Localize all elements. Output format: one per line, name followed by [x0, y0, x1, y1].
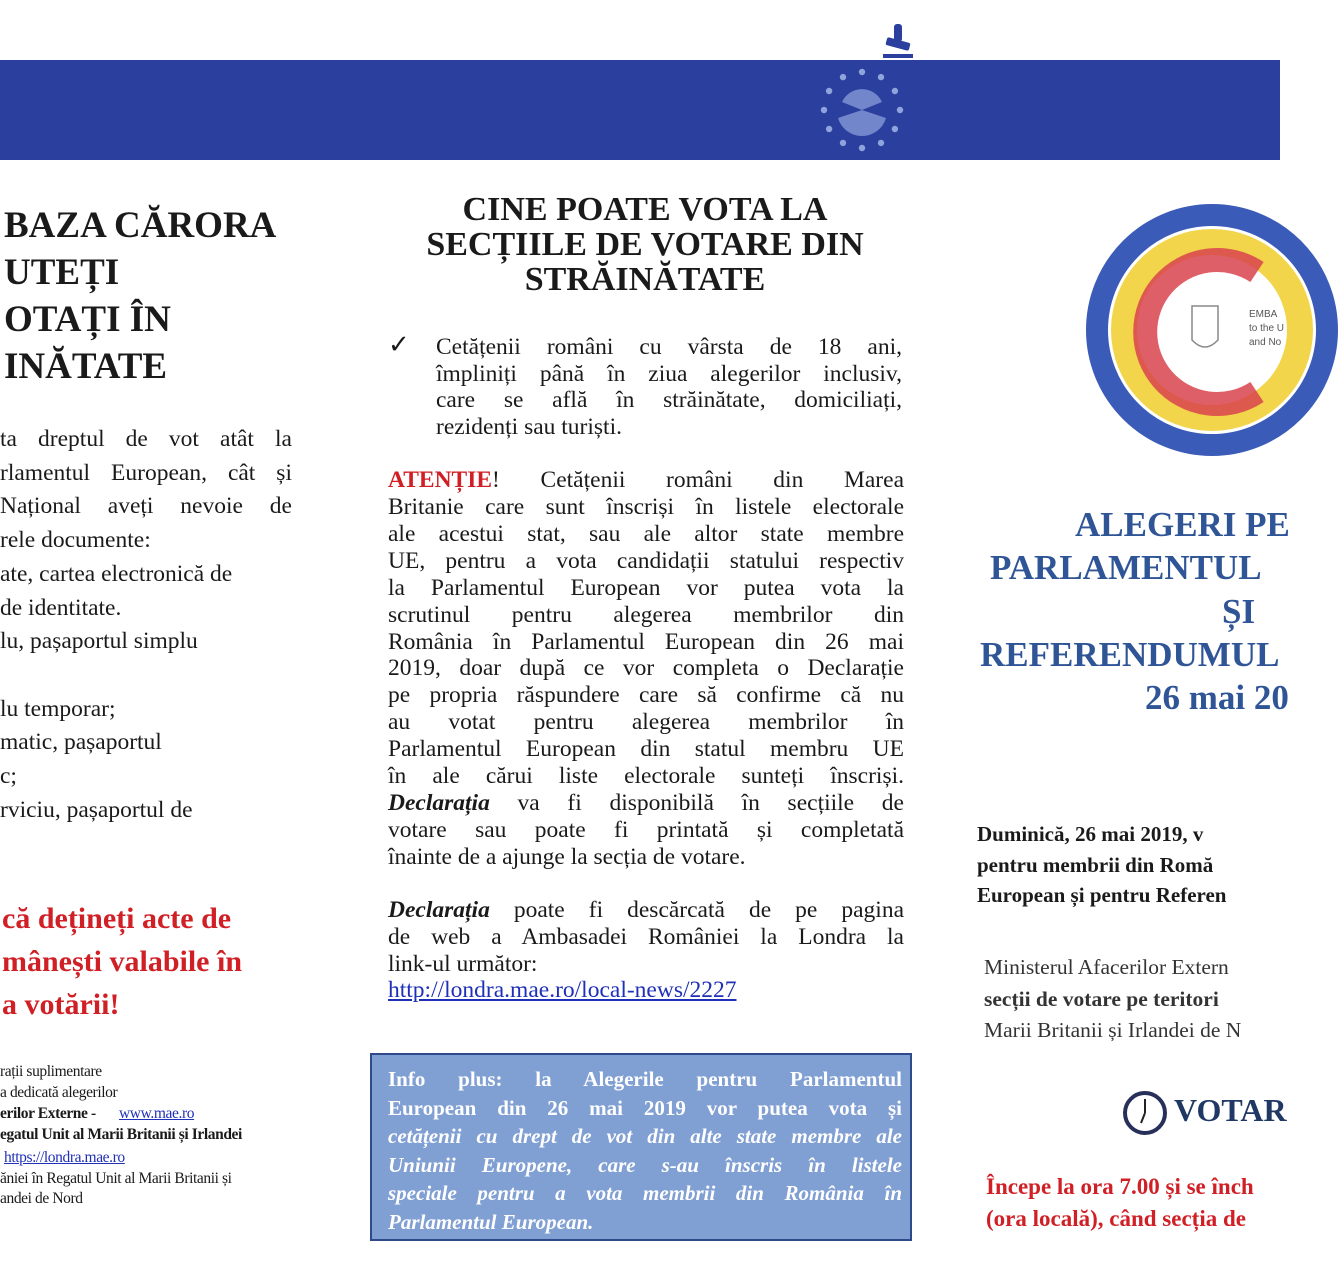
voting-hours-text: Începe la ora 7.00 și se înch [986, 1174, 1254, 1199]
bullet-line: Cetățenii români cu vârsta de 18 ani, [436, 334, 902, 360]
declaratia-word: Declarația [388, 790, 490, 816]
body-line: lu temporar; [0, 695, 116, 722]
logo-line: and No [1249, 337, 1282, 348]
ministry-text: Marii Britanii și Irlandei de N [984, 1018, 1242, 1042]
election-date-text: Duminică, 26 mai 2019, v [977, 822, 1204, 846]
attention-line: 2019, doar după ce vor completa o Declarație [388, 655, 904, 682]
footer-line: rații suplimentare [0, 1063, 102, 1080]
star-icon [878, 74, 884, 80]
embassy-logo [1082, 202, 1342, 462]
footer-line: a dedicată alegerilor [0, 1084, 118, 1101]
footer-line: erilor Externe - [0, 1105, 96, 1122]
title-line: ALEGERI PE [1075, 505, 1290, 544]
logo-line: to the U [1249, 323, 1285, 334]
body-line: c; [0, 763, 17, 789]
warning-line: a votării! [2, 988, 120, 1021]
heading-line: INĂTATE [4, 346, 168, 387]
body-line: rlamentul European, cât și [0, 459, 292, 486]
election-date-text: European și pentru Referen [977, 883, 1227, 907]
declaration-download-link[interactable]: http://londra.mae.ro/local-news/2227 [388, 977, 737, 1003]
coat-of-arms-icon [1192, 306, 1218, 347]
votare-label: VOTAR [1174, 1092, 1287, 1128]
check-icon: ✓ [388, 330, 410, 359]
declaratia-word: Declarația [388, 897, 490, 923]
ministry-text: Ministerul Afacerilor Extern [984, 955, 1229, 979]
footer-line: ăniei în Regatul Unit al Marii Britanii și [0, 1170, 232, 1187]
body-line: rviciu, pașaportul de [0, 796, 193, 823]
info-line: European din 26 mai 2019 vor putea vota și [388, 1095, 902, 1120]
star-icon [859, 145, 865, 151]
declaratia-line: înainte de a ajunge la secția de votare. [388, 843, 746, 870]
info-line: Parlamentul European. [388, 1210, 594, 1234]
londra-link[interactable]: https://londra.mae.ro [4, 1149, 125, 1166]
logo-text [1249, 308, 1284, 350]
attention-line: scrutinul pentru alegerea membrilor din [388, 601, 904, 628]
download-line [388, 897, 904, 924]
star-icon [859, 69, 865, 75]
info-line: speciale pentru a vota membrii din România în [388, 1181, 902, 1206]
ministry-text: secții de votare pe teritori [984, 987, 1219, 1011]
star-icon [840, 74, 846, 80]
body-line: ate, cartea electronică de [0, 560, 233, 587]
declaratia-line [388, 790, 904, 817]
body-line: de identitate. [0, 594, 122, 621]
mae-link[interactable]: www.mae.ro [119, 1105, 195, 1122]
download-text: poate fi descărcată de pe pagina [489, 897, 904, 923]
body-line: matic, pașaportul [0, 729, 162, 756]
warning-line: că dețineți acte de [2, 902, 232, 935]
heading-line: BAZA CĂRORA [4, 205, 277, 246]
title-line: REFERENDUMUL [980, 635, 1280, 674]
title-line: ȘI [1222, 592, 1256, 631]
star-icon [826, 126, 832, 132]
attention-line: România în Parlamentul European din 26 mai [388, 628, 904, 655]
body-line: ta dreptul de vot atât la [0, 426, 292, 452]
attention-first-line [388, 467, 904, 494]
header-band [0, 60, 1280, 160]
star-icon [821, 107, 827, 113]
attention-text: ! Cetățenii români din Marea [492, 467, 904, 493]
info-plus-box [370, 1053, 912, 1241]
attention-label: ATENȚIE [388, 467, 493, 493]
eu-stars-logo-icon [818, 66, 906, 154]
clock-icon [1121, 1090, 1171, 1136]
middle-heading [395, 192, 895, 297]
election-date-text: pentru membrii din Romă [977, 853, 1214, 877]
heading-line: OTAȚI ÎN [4, 299, 171, 340]
attention-line: în ale cărui liste electorale sunteți înscriși. [388, 763, 904, 789]
heading-line: CINE POATE VOTA LA [462, 191, 828, 228]
title-line: PARLAMENTUL [990, 548, 1262, 587]
voting-hours-text: (ora locală), când secția de [986, 1206, 1246, 1231]
info-line: cetățenii cu drept de vot din alte state membre ale [388, 1124, 902, 1149]
heading-line: STRĂINĂTATE [524, 261, 766, 298]
body-line: rele documente: [0, 527, 151, 554]
attention-line: la Parlamentul European vor putea vota la [388, 574, 904, 601]
attention-line: Parlamentul European din statul membru UE [388, 736, 904, 763]
bullet-line: care se află în străinătate, domiciliați, [436, 387, 902, 414]
logo-line: EMBA [1249, 309, 1278, 320]
body-line: lu, pașaportul simplu [0, 628, 198, 655]
attention-line: pe propria răspundere care să confirme că nu [388, 682, 904, 709]
warning-line: mânești valabile în [2, 945, 243, 978]
star-icon [840, 140, 846, 146]
title-line: 26 mai 20 [1145, 678, 1289, 717]
declaratia-line: votare sau poate fi printată și completată [388, 817, 904, 843]
info-line: Uniunii Europene, care s-au înscris în listele [388, 1152, 902, 1177]
attention-line: ale acestui stat, sau ale altor state membre [388, 520, 904, 547]
star-icon [892, 88, 898, 94]
star-icon [892, 126, 898, 132]
body-line: Național aveți nevoie de [0, 493, 292, 520]
declaratia-text: va fi disponibilă în secțiile de [489, 790, 904, 816]
heading-line: UTEȚI [4, 252, 120, 293]
star-icon [897, 107, 903, 113]
bullet-line: împliniți până în ziua alegerilor inclusiv, [436, 360, 902, 387]
star-icon [878, 140, 884, 146]
attention-line: UE, pentru a vota candidații statului respectiv [388, 547, 904, 574]
bullet-line: rezidenți sau turiști. [436, 414, 622, 441]
attention-line: au votat pentru alegerea membrilor în [388, 709, 904, 736]
stamp-icon [883, 22, 913, 58]
footer-line: andei de Nord [0, 1190, 83, 1207]
download-line: link-ul următor: [388, 950, 538, 977]
info-line: Info plus: la Alegerile pentru Parlamentul [388, 1067, 902, 1091]
footer-line: egatul Unit al Marii Britanii și Irlandei [0, 1126, 242, 1143]
star-icon [826, 88, 832, 94]
download-line: de web a Ambasadei României la Londra la [388, 924, 904, 950]
heading-line: SECȚIILE DE VOTARE DIN [426, 226, 864, 263]
attention-line: Britanie care sunt înscriși în listele electorale [388, 494, 904, 520]
